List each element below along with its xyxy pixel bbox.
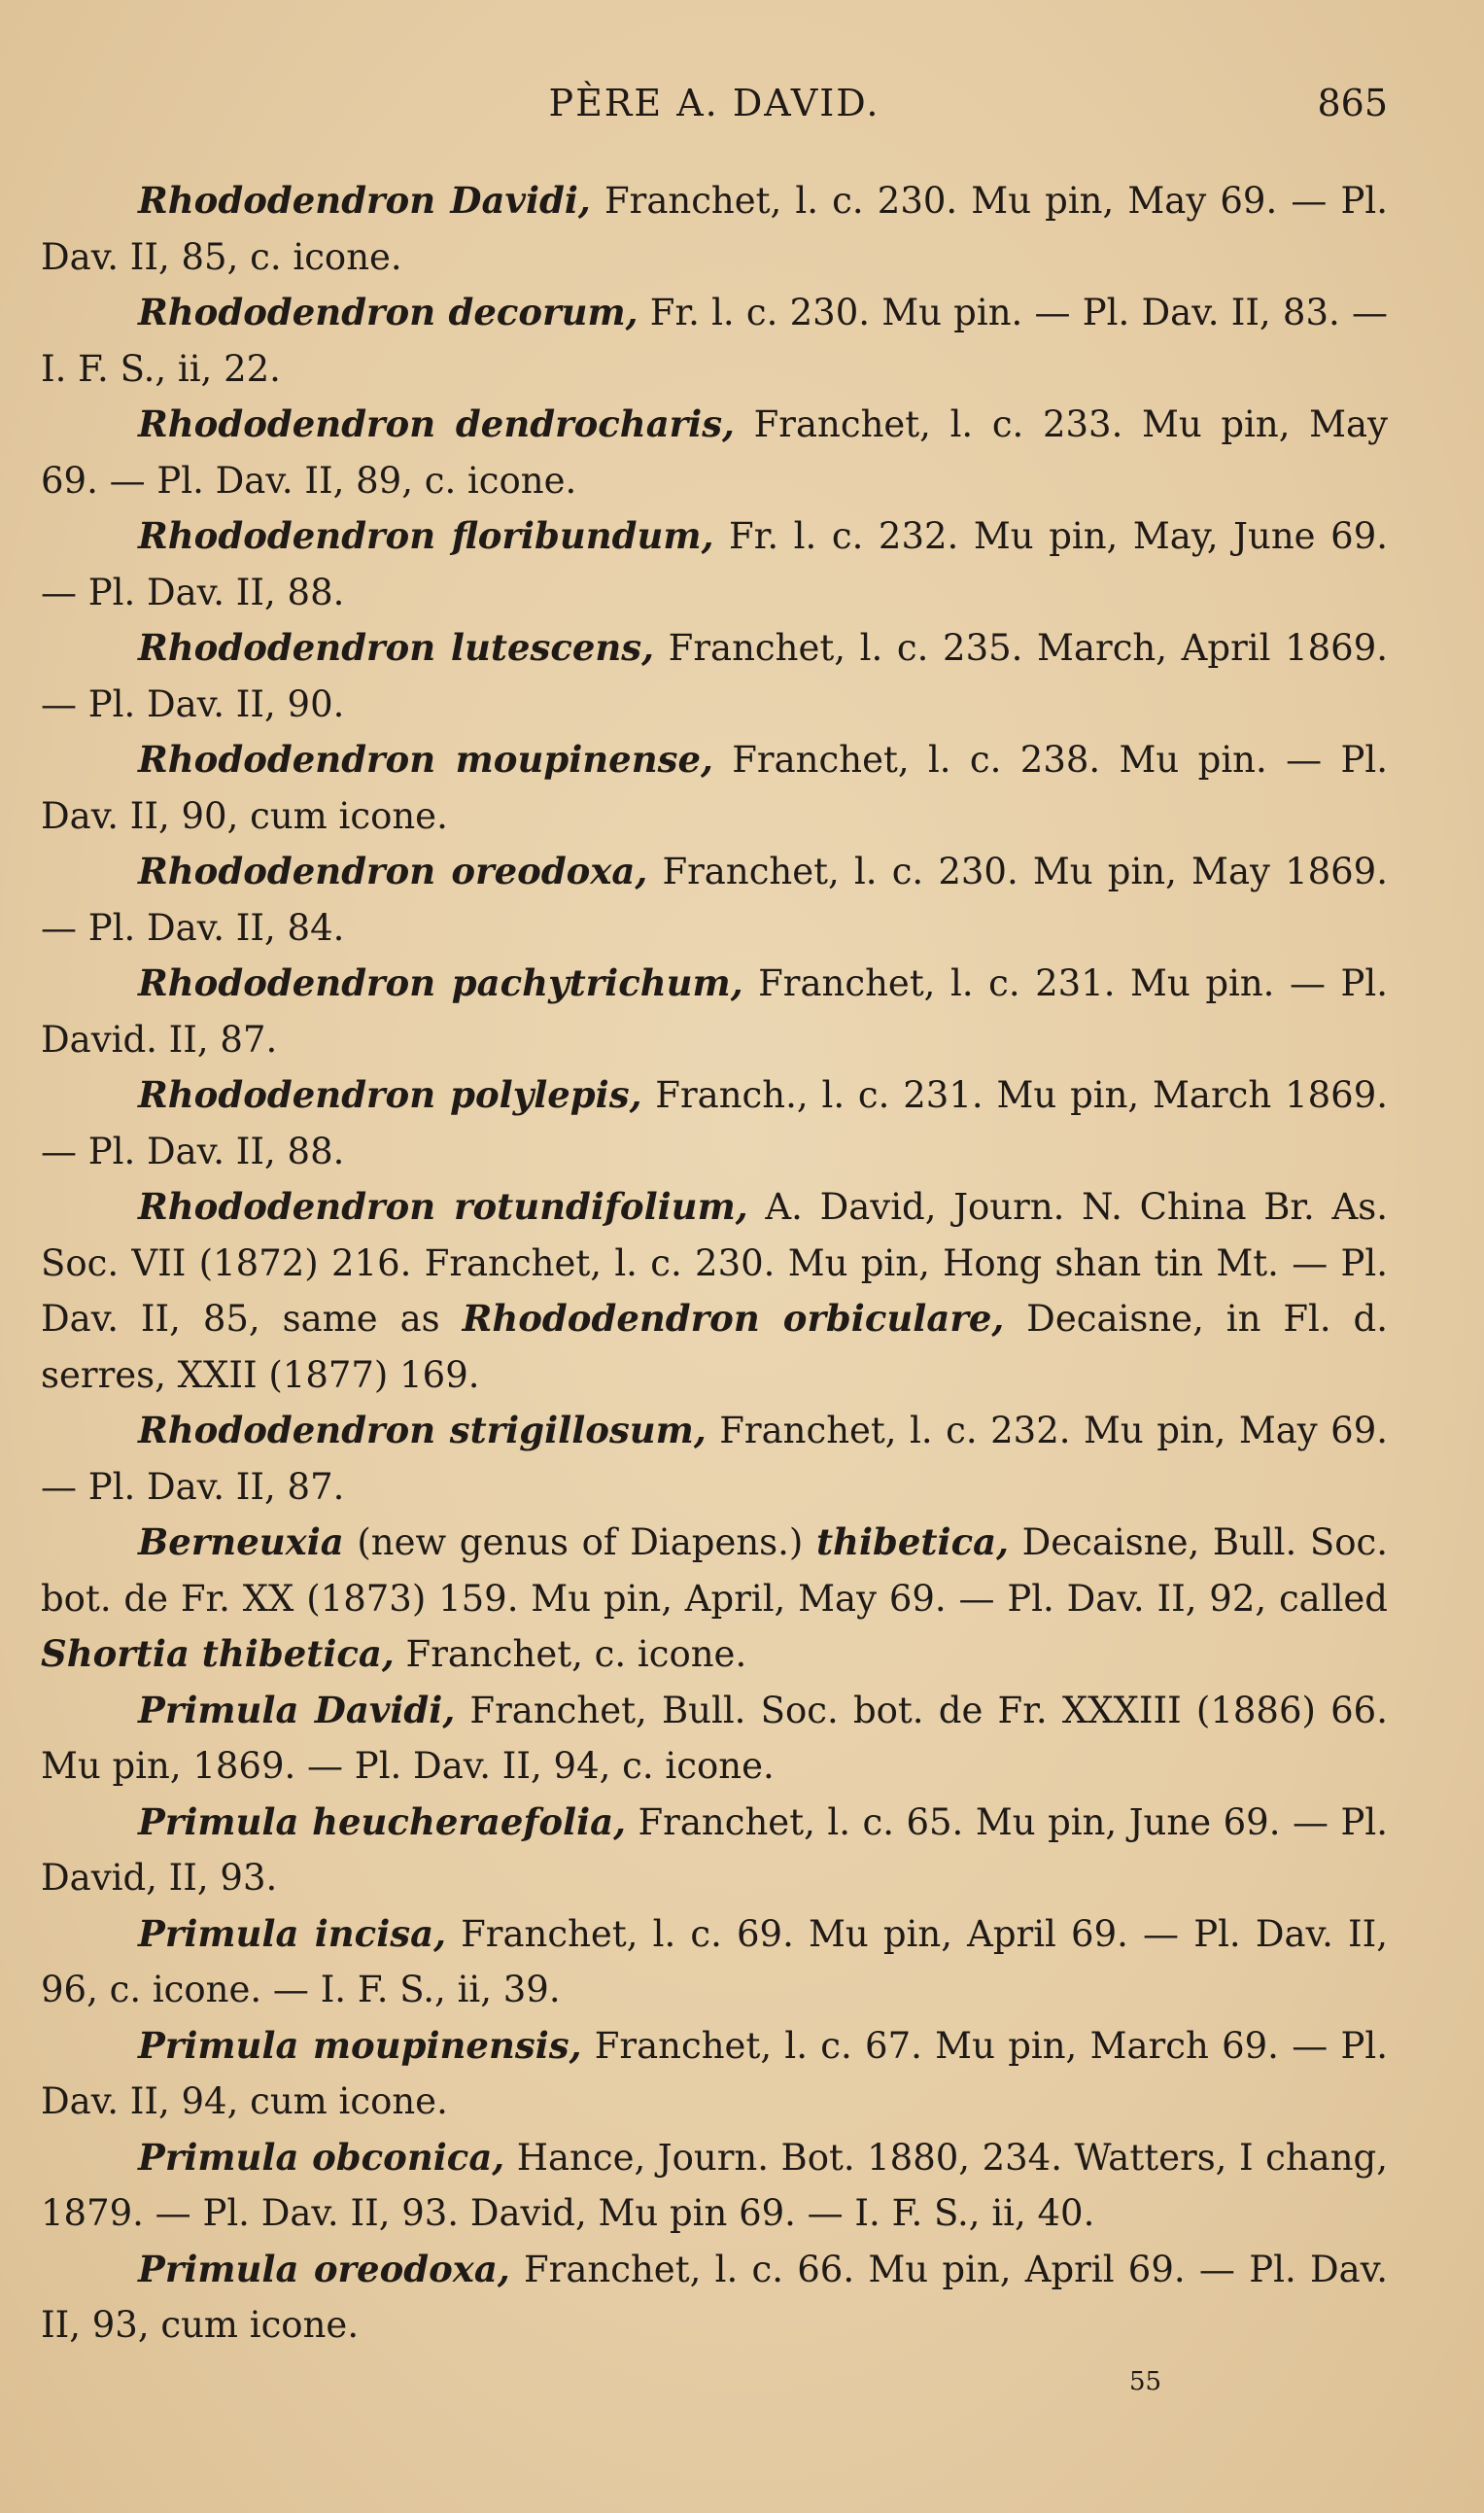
entry-citation: Hance, Journ. Bot. 1880, 234. Watters, I chang, 1879. — Pl. Dav. II, 93. David, Mu pin 69. — I. F. S., ii, 40. bbox=[41, 2136, 1388, 2234]
species-entry bbox=[41, 2242, 1388, 2354]
species-entry bbox=[41, 285, 1388, 397]
species-entry bbox=[41, 2018, 1388, 2130]
entry-citation: Fr. l. c. 232. Mu pin, May, June 69. — Pl. Dav. II, 88. bbox=[41, 515, 1388, 613]
entry-citation: Franchet, l. c. 235. March, April 1869. — Pl. Dav. II, 90. bbox=[41, 627, 1388, 725]
species-entry bbox=[41, 844, 1388, 956]
page-header bbox=[41, 82, 1388, 130]
page-body bbox=[41, 173, 1388, 2354]
species-name: Primula obconica, bbox=[138, 2135, 505, 2179]
species-entry bbox=[41, 1795, 1388, 1906]
entry-citation: Franchet, l. c. 232. Mu pin, May 69. — Pl. Dav. II, 87. bbox=[41, 1410, 1389, 1508]
species-name: Primula oreodoxa, bbox=[138, 2247, 510, 2290]
species-name: Rhododendron dendrocharis, bbox=[138, 402, 735, 445]
species-entry bbox=[41, 1179, 1388, 1403]
species-name: Primula moupinensis, bbox=[138, 2023, 582, 2067]
entry-citation: Decaisne, Bull. Soc. bot. de Fr. XX (1873) 159. Mu pin, April, May 69. — Pl. Dav. II, 92, called bbox=[41, 1521, 1388, 1620]
species-name: Rhododendron oreodoxa, bbox=[138, 850, 648, 892]
species-name: Rhododendron pachytrichum, bbox=[138, 961, 743, 1004]
entry-citation: Franchet, l. c. 66. Mu pin, April 69. — Pl. Dav. II, 93, cum icone. bbox=[41, 2248, 1388, 2346]
species-entry bbox=[41, 397, 1388, 508]
species-name: thibetica, bbox=[815, 1520, 1009, 1563]
species-entry bbox=[41, 732, 1388, 844]
species-name: Rhododendron orbiculare, bbox=[462, 1297, 1005, 1340]
running-title: PÈRE A. DAVID. bbox=[548, 82, 880, 124]
species-name: Primula Davidi, bbox=[138, 1688, 456, 1731]
entry-citation: Franchet, l. c. 65. Mu pin, June 69. — Pl. David, II, 93. bbox=[41, 1800, 1389, 1899]
entry-citation: Franchet, l. c. 231. Mu pin. — Pl. David. II, 87. bbox=[41, 962, 1388, 1061]
species-entry bbox=[41, 956, 1388, 1067]
entry-citation: Fr. l. c. 230. Mu pin. — Pl. Dav. II, 83. — I. F. S., ii, 22. bbox=[41, 292, 1388, 390]
species-name: Rhododendron polylepis, bbox=[138, 1073, 642, 1116]
species-name: Berneuxia bbox=[138, 1520, 344, 1563]
species-name: Rhododendron moupinense, bbox=[138, 738, 713, 781]
entry-citation: Franchet, l. c. 67. Mu pin, March 69. — Pl. Dav. II, 94, cum icone. bbox=[41, 2024, 1388, 2122]
species-entry bbox=[41, 1683, 1388, 1795]
entry-citation: Franchet, l. c. 238. Mu pin. — Pl. Dav. II, 90, cum icone. bbox=[41, 739, 1388, 837]
page-number: 865 bbox=[1317, 82, 1388, 124]
entry-citation: Franch., l. c. 231. Mu pin, March 1869. — Pl. Dav. II, 88. bbox=[41, 1074, 1388, 1172]
entry-citation: Franchet, l. c. 230. Mu pin, May 69. — Pl. Dav. II, 85, c. icone. bbox=[41, 180, 1388, 278]
entry-citation: Franchet, l. c. 69. Mu pin, April 69. — Pl. Dav. II, 96, c. icone. — I. F. S., ii, 39. bbox=[41, 1912, 1389, 2010]
species-name: Primula heucheraefolia, bbox=[138, 1799, 626, 1843]
species-entry bbox=[41, 620, 1388, 732]
species-entry bbox=[41, 1515, 1388, 1683]
species-name: Rhododendron rotundifolium, bbox=[138, 1185, 748, 1228]
species-name: Rhododendron decorum, bbox=[138, 291, 638, 333]
species-entry bbox=[41, 1906, 1388, 2018]
species-entry bbox=[41, 508, 1388, 620]
entry-citation: (new genus of Diapens.) bbox=[343, 1521, 816, 1563]
species-entry bbox=[41, 173, 1388, 285]
species-name: Primula incisa, bbox=[138, 1911, 446, 1955]
species-entry bbox=[41, 2130, 1388, 2242]
species-entry bbox=[41, 1403, 1388, 1515]
species-name: Rhododendron lutescens, bbox=[138, 626, 655, 669]
species-name: Rhododendron Davidi, bbox=[138, 179, 591, 222]
entry-citation: Franchet, c. icone. bbox=[394, 1633, 747, 1675]
species-name: Rhododendron strigillosum, bbox=[138, 1409, 707, 1451]
species-name: Shortia thibetica, bbox=[41, 1632, 395, 1675]
species-entry bbox=[41, 1067, 1388, 1179]
entry-citation: Franchet, Bull. Soc. bot. de Fr. XXXIII (1886) 66. Mu pin, 1869. — Pl. Dav. II, 94, c. icone. bbox=[41, 1689, 1388, 1787]
printer-signature-mark: 55 bbox=[1129, 2367, 1162, 2396]
entry-citation: Decaisne, in Fl. d. serres, XXII (1877) 169. bbox=[41, 1298, 1389, 1396]
entry-citation: Franchet, l. c. 233. Mu pin, May 69. — Pl. Dav. II, 89, c. icone. bbox=[41, 403, 1388, 502]
species-name: Rhododendron floribundum, bbox=[138, 514, 714, 557]
entry-citation: A. David, Journ. N. China Br. As. Soc. VII (1872) 216. Franchet, l. c. 230. Mu pin, Hong shan tin Mt. — Pl. Dav. II, 85, same as bbox=[41, 1186, 1388, 1340]
entry-citation: Franchet, l. c. 230. Mu pin, May 1869. — Pl. Dav. II, 84. bbox=[41, 851, 1388, 949]
